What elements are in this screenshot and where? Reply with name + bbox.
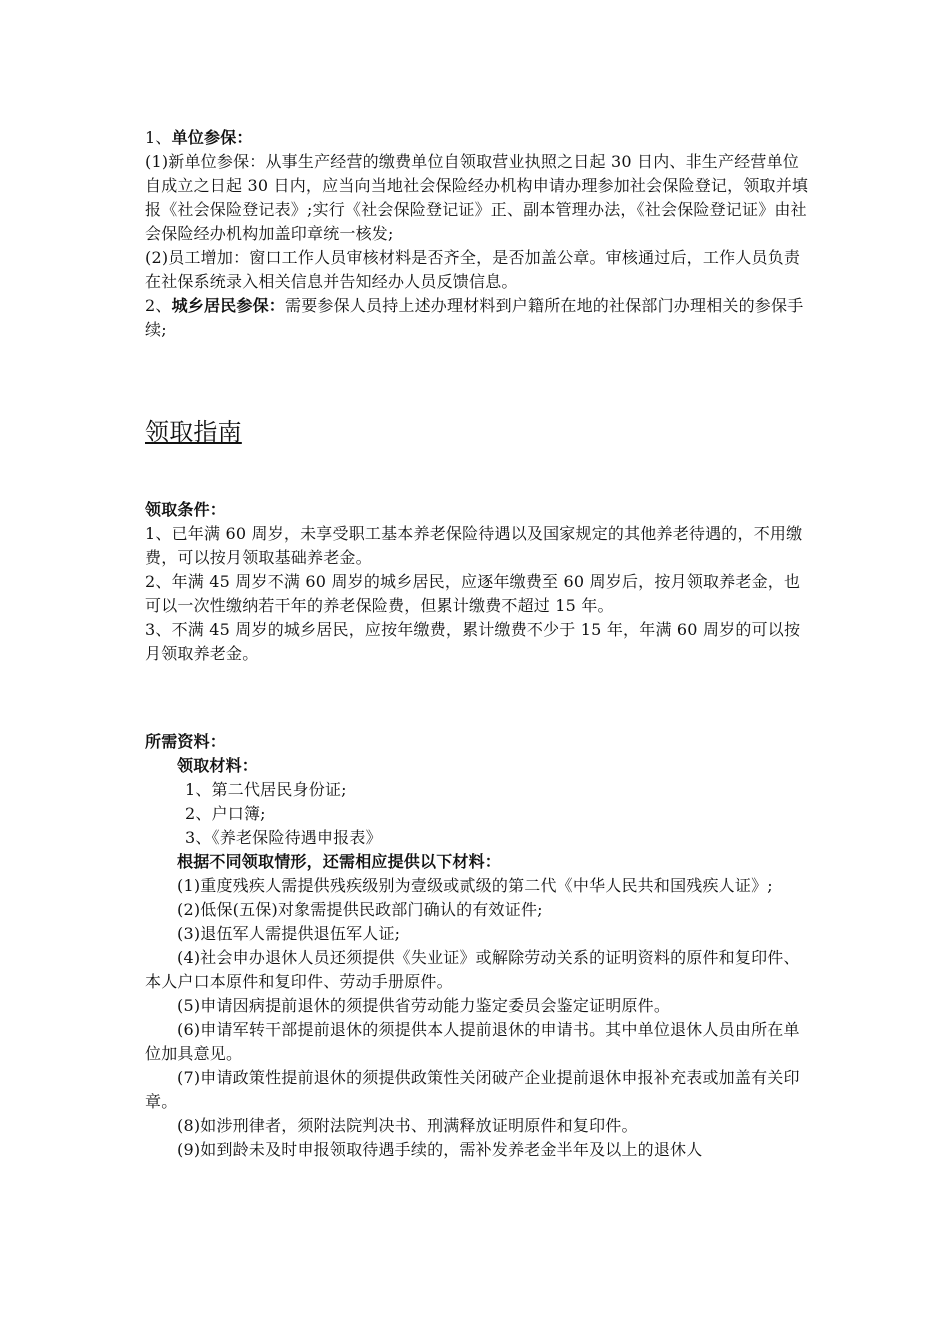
extra-material-item: (2)低保(五保)对象需提供民政部门确认的有效证件; xyxy=(177,900,543,919)
material-item: 3、《养老保险待遇申报表》 xyxy=(185,828,382,847)
material-item: 2、户口簿; xyxy=(185,804,266,823)
item-2-title: 城乡居民参保： xyxy=(171,296,285,315)
extra-material-item: (3)退伍军人需提供退伍军人证; xyxy=(177,924,401,943)
paragraph-new-unit: (1)新单位参保：从事生产经营的缴费单位自领取营业执照之日起 30 日内、非生产经营单位自成立之日起 30 日内，应当向当地社会保险经办机构申请办理参加社会保险登记，领取并填报《社会保险登记表》;实行《社会保险登记证》正、副本管理办法，《社会保险登记证》由社会保险经办机构加盖印章统一核发; xyxy=(145,152,809,243)
extra-materials-title: 根据不同领取情形，还需相应提供以下材料： xyxy=(177,852,502,871)
paragraph-employee-add: (2)员工增加：窗口工作人员审核材料是否齐全，是否加盖公章。审核通过后，工作人员负责在社保系统录入相关信息并告知经办人员反馈信息。 xyxy=(145,248,801,291)
material-item: 1、第二代居民身份证; xyxy=(185,780,347,799)
item-2-text: 需要参保人员持上述办理材料到户籍所在地的社保部门办理相关的参保手续; xyxy=(145,296,804,339)
section-item-1 xyxy=(145,126,810,150)
guide-heading: 领取指南 xyxy=(145,418,242,446)
extra-material-item: (7)申请政策性提前退休的须提供政策性关闭破产企业提前退休申报补充表或加盖有关印章。 xyxy=(145,1068,800,1111)
extra-material-item: (5)申请因病提前退休的须提供省劳动能力鉴定委员会鉴定证明原件。 xyxy=(177,996,671,1015)
extra-material-item: (1)重度残疾人需提供残疾级别为壹级或贰级的第二代《中华人民共和国残疾人证》; xyxy=(177,876,773,895)
condition-item: 3、不满 45 周岁的城乡居民，应按年缴费，累计缴费不少于 15 年，年满 60 周岁的可以按月领取养老金。 xyxy=(145,620,801,663)
condition-item: 1、已年满 60 周岁，未享受职工基本养老保险待遇以及国家规定的其他养老待遇的，不用缴费，可以按月领取基础养老金。 xyxy=(145,524,803,567)
item-2-prefix: 2、 xyxy=(145,296,172,315)
section-item-2 xyxy=(145,294,810,342)
condition-item: 2、年满 45 周岁不满 60 周岁的城乡居民，应逐年缴费至 60 周岁后，按月领取养老金，也可以一次性缴纳若干年的养老保险费，但累计缴费不超过 15 年。 xyxy=(145,572,801,615)
item-1-prefix: 1、 xyxy=(145,128,172,147)
extra-material-item: (6)申请军转干部提前退休的须提供本人提前退休的申请书。其中单位退休人员由所在单位加具意见。 xyxy=(145,1020,800,1063)
conditions-title: 领取条件： xyxy=(145,500,227,519)
item-1-title: 单位参保： xyxy=(171,128,253,147)
extra-material-item: (4)社会申办退休人员还须提供《失业证》或解除劳动关系的证明资料的原件和复印件、本人户口本原件和复印件、劳动手册原件。 xyxy=(145,948,800,991)
materials-subtitle: 领取材料： xyxy=(177,756,259,775)
document-page xyxy=(145,126,810,1162)
materials-title: 所需资料： xyxy=(145,732,227,751)
extra-material-item: (9)如到龄未及时申报领取待遇手续的，需补发养老金半年及以上的退休人 xyxy=(177,1140,703,1159)
extra-material-item: (8)如涉刑律者，须附法院判决书、刑满释放证明原件和复印件。 xyxy=(177,1116,638,1135)
